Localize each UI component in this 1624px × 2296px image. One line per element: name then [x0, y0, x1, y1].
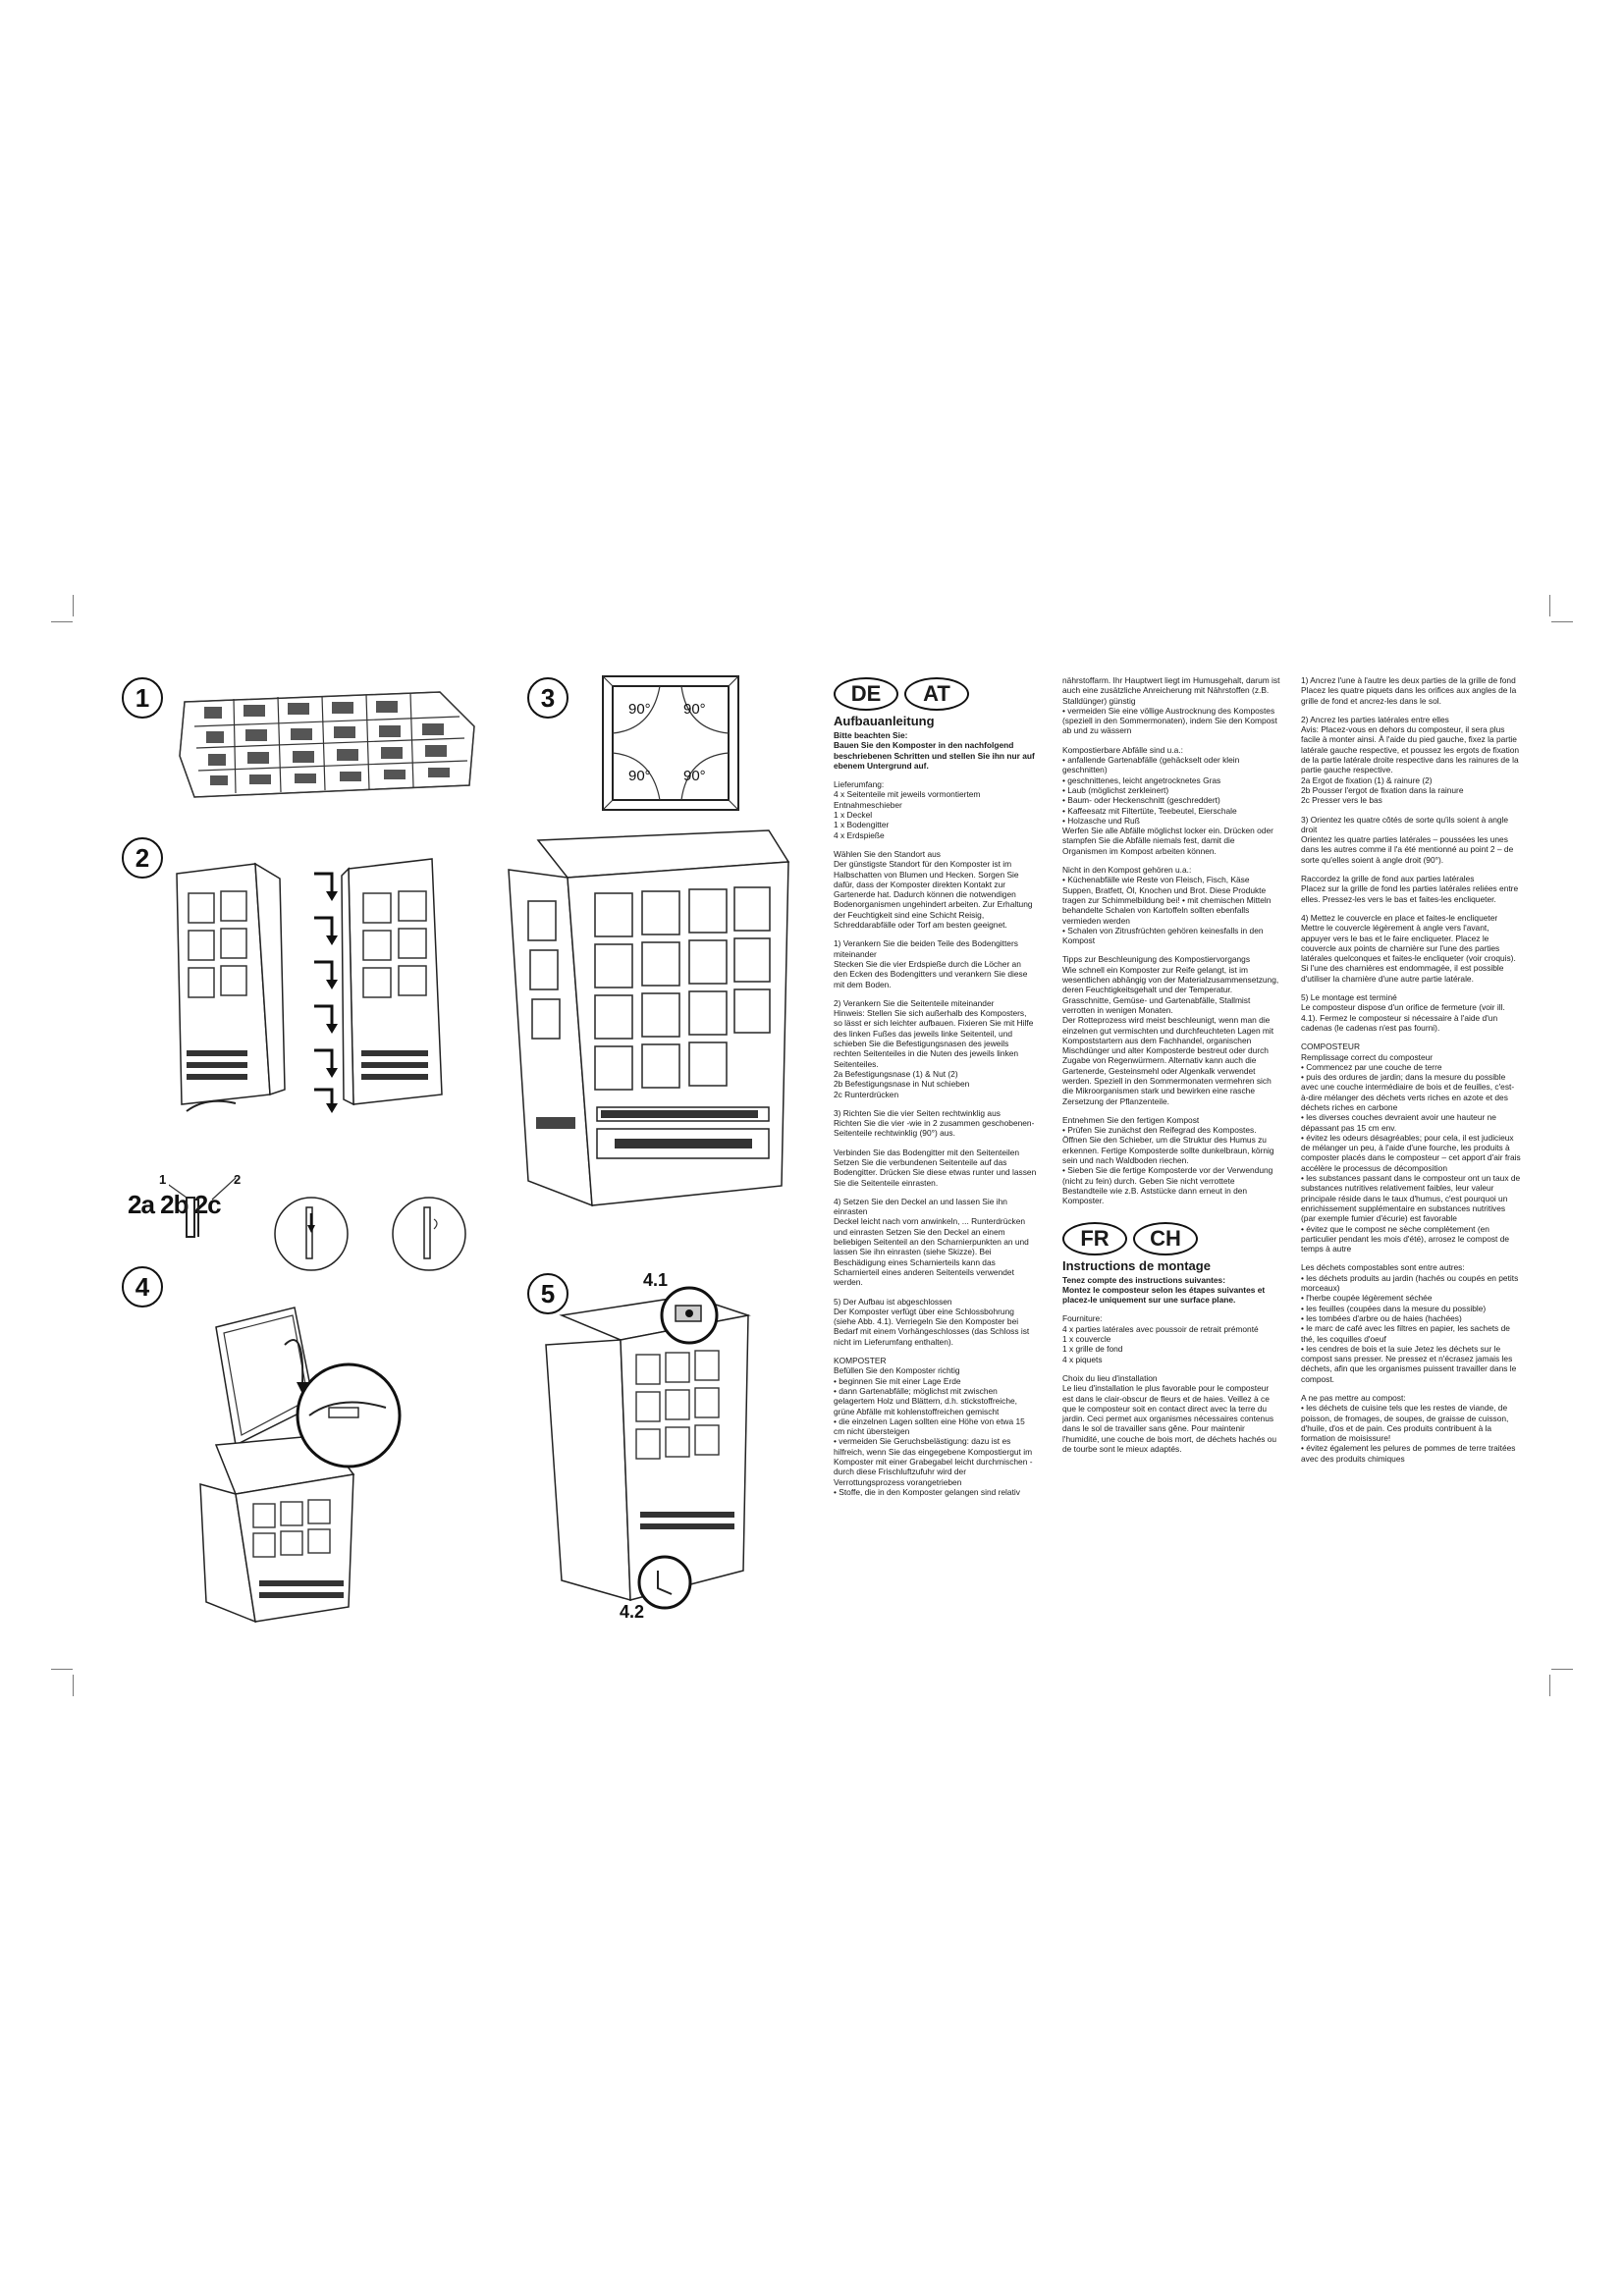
german-komposter: KOMPOSTER Befüllen Sie den Komposter richtig • beginnen Sie mit einer Lage Erde • dann Gartenabfälle; möglichst mit zwischen gelagertem Holz und Blättern, d.h. stickstoffreiche, grüne Abfälle mit kohlenstoffreichen gemischt • die einzelnen Lagen sollten eine Höhe von etwa 15 cm nicht übersteigen • vermeiden Sie Geruchsbelästigung: dazu ist es hilfreich, wenn Sie das eingegebene Kompostiergut im Komposter mit einer Grabegabel leicht durchmischen - durch diese Frischluftzufuhr wird der Verrottungsprozess vorangetrieben • Stoffe, die in den Komposter gelangen sind relativ	[834, 1356, 1033, 1497]
step-1-badge: 1	[122, 677, 163, 719]
crop-mark	[1549, 1675, 1550, 1696]
language-badges-de-at	[834, 677, 1037, 711]
german-title: Aufbauanleitung	[834, 714, 935, 728]
crop-mark	[73, 595, 74, 616]
language-badges-fr-ch	[1062, 1222, 1281, 1255]
angle-label-tl: 90°	[628, 701, 651, 718]
angle-label-bl: 90°	[628, 768, 651, 784]
assembled-composter-illustration	[499, 823, 793, 1215]
german-tipps: Tipps zur Beschleunigung des Kompostiervorgangs Wie schnell ein Komposter zur Reife gelangt, ist im wesentlichen abhängig von der Materialzusammensetzung, deren Feuchtigkeitsgehalt und der Temperatur. Grasschnitte, Gemüse- und Gartenabfälle, Stallmist verrotten in wenigen Monaten. Der Rotteprozess wird meist beschleunigt, wenn man die einzelnen gut vermischten und durchfeuchteten Lagen mit Kompoststartern aus dem Fachhandel, organischen Mischdünger und alter Komposterde bestreut oder durch Zugabe von Regenwürmern. Alternativ kann auch die Gartenerde, Gesteinsmehl oder Algenkalk verwendet werden. Speziell in den Sommermonaten vermehren sich die Mikroorganismen stark und bewirken eine rasche Zersetzung der Pflanzenteile.	[1062, 954, 1279, 1106]
crop-mark	[1551, 1669, 1573, 1670]
callout-1-label: 1	[159, 1172, 167, 1187]
german-kompostierbar: Kompostierbare Abfälle sind u.a.: • anfallende Gartenabfälle (gehäckselt oder klein geschnitten) • geschnittenes, leicht angetrocknetes Gras • Laub (möglichst zerkleinert) • Baum- oder Heckenschnitt (geschreddert) • Kaffeesatz mit Filtertüte, Teebeutel, Eierschale • Holzasche und Ruß Werfen Sie alle Abfälle möglichst locker ein. Drücken oder stampfen Sie die Abfälle niemals fest, damit die Organismen im Kompost arbeiten können.	[1062, 744, 1273, 856]
german-step-3b: Verbinden Sie das Bodengitter mit den Seitenteilen Setzen Sie die verbundenen Seitenteile auf das Bodengitter. Drücken Sie diese etwas runter und lassen Sie die Seitenteile einrasten.	[834, 1147, 1037, 1188]
detail-2c-circle	[391, 1196, 467, 1272]
step-3-badge: 3	[527, 677, 568, 719]
de-badge: DE	[834, 677, 898, 711]
lid-attach-illustration	[196, 1298, 481, 1631]
german-step-4: 4) Setzen Sie den Deckel an und lassen Sie ihn einrasten Deckel leicht nach vorn anwinkeln, ... Runterdrücken und einrasten Setzen Sie den Deckel an einem beliebigen Seitenteil an den Scharnierpunkten an und lassen Sie ihn einrasten (siehe Skizze). Bei Beschädigung eines Scharnierteils kann das Scharnierteil eines anderen Seitenteils verwendet werden.	[834, 1196, 1029, 1288]
ch-badge: CH	[1133, 1222, 1198, 1255]
french-step-3b: Raccordez la grille de fond aux parties latérales Placez sur la grille de fond les parties latérales reliées entre elles. Pressez-les vers le bas et faites-les encliqueter.	[1301, 874, 1519, 904]
at-badge: AT	[904, 677, 969, 711]
french-step-1: 1) Ancrez l'une à l'autre les deux parties de la grille de fond Placez les quatre piquets dans les orifices aux angles de la grille de fond et ancrez-les dans le sol.	[1301, 675, 1517, 706]
german-entnehmen: Entnehmen Sie den fertigen Kompost • Prüfen Sie zunächst den Reifegrad des Kompostes. Öffnen Sie den Schieber, um die Struktur des Humus zu erkennen. Fertige Komposterde sollte dunkelbraun, körnig sein und nach Waldboden riechen. • Sieben Sie die fertige Komposterde vor der Verwendung (nicht zu fein) durch. Geben Sie nicht verrottete Bestandteile wie z.B. Aststücke dann erneut in den Komposter.	[1062, 1114, 1274, 1206]
crop-mark	[51, 1669, 73, 1670]
detail-2b-circle	[273, 1196, 350, 1272]
german-instructions-column-1	[834, 677, 1037, 1506]
french-step-5: 5) Le montage est terminé Le composteur dispose d'un orifice de fermeture (voir ill. 4.1). Fermez le composteur si nécessaire à l'aide d'un cadenas (le cadenas n'est pas fourni).	[1301, 992, 1505, 1033]
angle-label-br: 90°	[683, 768, 706, 784]
french-step-4: 4) Mettez le couvercle en place et faites-le encliqueter Mettre le couvercle légèrement à angle vers l'avant, appuyer vers le bas et le faire encliqueter. Placez le couvercle aux points de charnière sur l'une des parties latérales quelconques et faites-le encliqueter (voir croquis). Si l'une des charnières est endommagée, il est possible d'utiliser la charnière d'une autre partie latérale.	[1301, 912, 1516, 984]
german-intro: Bitte beachten Sie: Bauen Sie den Komposter in den nachfolgend beschriebenen Schritten und stellen Sie ihn nur auf ebenem Untergrund auf.	[834, 730, 1035, 771]
german-site: Wählen Sie den Standort aus Der günstigste Standort für den Komposter ist im Halbschatten von Blumen und Hecken. Sorgen Sie dafür, dass der Komposter direkten Kontakt zur Gartenerde hat. Dadurch können die notwendigen Bodenorganismen ungehindert arbeiten. Zur Erhaltung der Feuchtigkeit sind eine Schicht Reisig, Schreddarabfälle oder Torf am besten geeignet.	[834, 848, 1033, 931]
callout-4-2-label: 4.2	[620, 1602, 645, 1622]
step-4-badge: 4	[122, 1266, 163, 1308]
step-5-badge: 5	[527, 1273, 568, 1314]
french-step-2: 2) Ancrez les parties latérales entre elles Avis: Placez-vous en dehors du composteur, il sera plus facile à monter ainsi. À l'aide du pied gauche, fixez la partie latérale gauche respective, et poussez les ergots de fixation de la partie latérale droite respective dans les rainures de la partie gauche respective. 2a Ergot de fixation (1) & rainure (2) 2b Pousser l'ergot de fixation dans la rainure 2c Presser vers le bas	[1301, 714, 1520, 806]
french-intro: Tenez compte des instructions suivantes: Montez le composteur selon les étapes suivantes et placez-le uniquement sur une surface plane.	[1062, 1274, 1266, 1306]
french-title: Instructions de montage	[1062, 1257, 1211, 1273]
side-panels-illustration	[167, 854, 461, 1119]
detail-2a-circle	[169, 1178, 247, 1256]
crop-mark	[1549, 595, 1550, 616]
german-step-1: 1) Verankern Sie die beiden Teile des Bodengitters miteinander Stecken Sie die vier Erdspieße durch die Löcher an den Ecken des Bodengitters und verankern Sie diese mit dem Boden.	[834, 938, 1028, 989]
callout-4-1-label: 4.1	[643, 1270, 669, 1290]
french-compostables: Les déchets compostables sont entre autres: • les déchets produits au jardin (hachés ou coupés en petits morceaux) • l'herbe coupée légèrement séchée • les feuilles (coupées dans la mesure du possible) • les tombées d'arbre ou de haies (hachées) • le marc de café avec les filtres en papier, les sachets de thé, les coquilles d'oeuf • les cendres de bois et la suie Jetez les déchets sur le compost sans presser. Ne pressez et n'écrasez jamais les déchets, afin que les organismes puissent travailler dans le compost.	[1301, 1262, 1519, 1384]
crop-mark	[51, 621, 73, 622]
french-step-3: 3) Orientez les quatre côtés de sorte qu'ils soient à angle droit Orientez les quatre parties latérales – poussées les unes dans les autres comme il l'a été mentionné au point 2 – de sorte qu'elles soient à angle droit (90°).	[1301, 814, 1514, 865]
french-composteur: COMPOSTEUR Remplissage correct du composteur • Commencez par une couche de terre • puis des ordures de jardin; dans la mesure du possible avec une couche intermédiaire de bois et de feuilles, c'est-à-dire mélanger des déchets verts riches en azote et des déchets riches en carbone • les diverses couches devraient avoir une hauteur ne dépassant pas 15 cm env. • évitez les odeurs désagréables; pour cela, il est judicieux de mélanger un peu, à l'aide d'une fourche, les produits à composter placés dans le composteur – cet apport d'air frais accélère le processus de décomposition • les substances passant dans le composteur ont un taux de substances nutritives relativement faibles, leur valeur principale réside dans le taux d'humus, c'est pourquoi un enrichissement supplémentaire en substances nutritives (par exemple fumier d'écurie) est favorable • évitez que le compost ne sèche complètement (en particulier pendant les mois d'été), arrosez le compost de temps à autre	[1301, 1041, 1521, 1255]
german-naehrstoff: nährstoffarm. Ihr Hauptwert liegt im Humusgehalt, darum ist auch eine zusätzliche Anreicherung mit Nährstoffen (z.B. Stalldünger) günstig • vermeiden Sie eine völlige Austrocknung des Kompostes (speziell in den Sommermonaten), indem Sie den Kompost ab und zu wässern	[1062, 675, 1280, 736]
lock-detail-illustration	[542, 1276, 787, 1620]
french-scope: Fourniture: 4 x parties latérales avec poussoir de retrait prémonté 1 x couvercle 1 x grille de fond 4 x piquets	[1062, 1313, 1259, 1364]
step-2-badge: 2	[122, 837, 163, 879]
german-scope: Lieferumfang: 4 x Seitenteile mit jeweils vormontiertem Entnahmeschieber 1 x Deckel 1 x Bodengitter 4 x Erdspieße	[834, 779, 981, 840]
detail-2a-2b-2c-label: 2a 2b 2c	[128, 1190, 221, 1219]
french-site: Choix du lieu d'installation Le lieu d'installation le plus favorable pour le composteur est dans le clair-obscur de fleurs et de haies. Veillez à ce que le composteur soit en contact direct avec la terre du jardin. Ceci permet aux organismes nécessaires contenus dans le sol de travailler sans gêne. Pour maintenir l'humidité, une couche de bois mort, de déchets hachés ou de tourbe sont le mieux adaptés.	[1062, 1372, 1277, 1454]
fr-badge: FR	[1062, 1222, 1127, 1255]
crop-mark	[1551, 621, 1573, 622]
callout-2-label: 2	[234, 1172, 242, 1187]
german-step-3: 3) Richten Sie die vier Seiten rechtwinklig aus Richten Sie die vier -wie in 2 zusammen geschobenen- Seitenteile rechtwinklig (90°) aus.	[834, 1107, 1035, 1139]
angle-label-tr: 90°	[683, 701, 706, 718]
crop-mark	[73, 1675, 74, 1696]
german-instructions-column-2	[1062, 675, 1281, 1463]
german-step-2: 2) Verankern Sie die Seitenteile miteinander Hinweis: Stellen Sie sich außerhalb des Komposters, so lässt er sich leichter aufbauen. Fixieren Sie mit Hilfe des linken Fußes das jeweils linke Seitenteil, und schieben Sie die Befestigungsnasen des jeweils rechten Seitenteiles in die Nuten des jeweils linken Seitenteiles. 2a Befestigungsnase (1) & Nut (2) 2b Befestigungsnase in Nut schieben 2c Runterdrücken	[834, 997, 1034, 1099]
german-nicht: Nicht in den Kompost gehören u.a.: • Küchenabfälle wie Reste von Fleisch, Fisch, Käse Suppen, Bratfett, Öl, Knochen und Brot. Diese Produkte tragen zur Schimmelbildung bei! • mit chemischen Mitteln behandelte Schalen von Kartoffeln sollten ebenfalls vermieden werden • Schalen von Zitrusfrüchten gehören keinesfalls in den Kompost	[1062, 865, 1272, 946]
right-angle-diagram	[599, 672, 742, 814]
german-step-5: 5) Der Aufbau ist abgeschlossen Der Komposter verfügt über eine Schlossbohrung (siehe Abb. 4.1). Verriegeln Sie den Komposter bei Bedarf mit einem Vorhängeschlosses (das Schloss ist nicht im Lieferumfang enthalten).	[834, 1296, 1030, 1347]
french-instructions-column-3	[1301, 675, 1521, 1472]
base-grid-illustration	[175, 687, 479, 805]
french-ne-pas: A ne pas mettre au compost: • les déchets de cuisine tels que les restes de viande, de poisson, de fromages, de soupes, de graisse de cuisson, d'huile, d'os et de pain. Ces produits contribuent à la formation de moisissure! • évitez également les pelures de pommes de terre traitées avec des produits chimiques	[1301, 1393, 1516, 1464]
